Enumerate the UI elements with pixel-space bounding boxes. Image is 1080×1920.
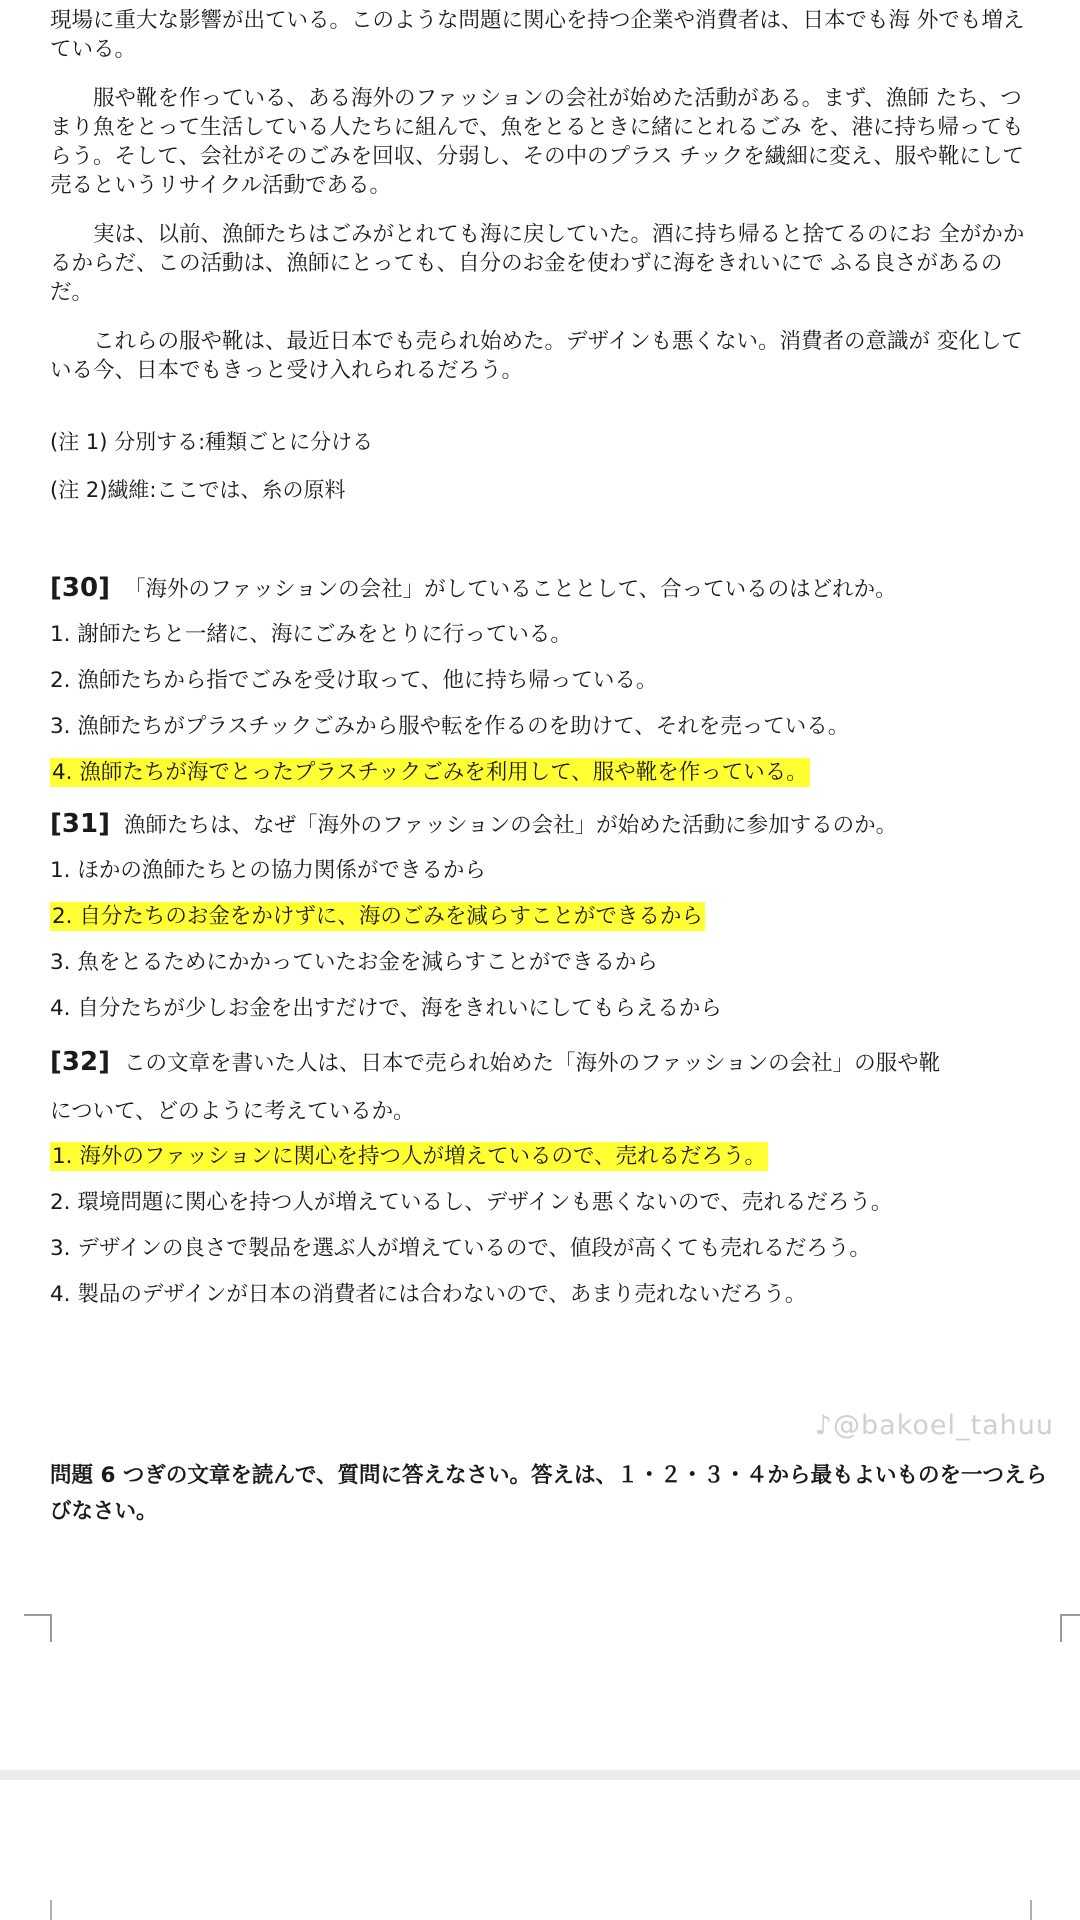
option-text: 4. 製品のデザインが日本の消費者には合わないので、あまり売れないだろう。 <box>50 1282 807 1307</box>
passage-paragraph: これらの服や靴は、最近日本でも売られ始めた。デザインも悪くない。消費者の意識が 変化している今、日本でもきっと受け入れられるだろう。 <box>50 329 1023 383</box>
question-title <box>50 566 1050 612</box>
question-number: [31] <box>50 809 110 839</box>
page-corner-mark-right <box>1060 1614 1080 1642</box>
footnote: (注 1) 分別する:種類ごとに分ける <box>50 430 374 454</box>
next-page <box>0 1780 1080 1920</box>
passage-paragraph: 実は、以前、漁師たちはごみがとれても海に戻していた。酒に持ち帰ると捨てるのにお 全がかかるからだ、この活動は、漁師にとっても、自分のお金を使わずに海をきれいにで ふる良さがあるのだ。 <box>50 222 1025 305</box>
option-text: 4. 自分たちが少しお金を出すだけで、海をきれいにしてもらえるから <box>50 996 722 1021</box>
question-title <box>50 802 1050 848</box>
question-title <box>50 1040 1050 1086</box>
answer-option <box>50 1226 1050 1272</box>
option-text-highlighted: 1. 海外のファッションに関心を持つ人が増えているので、売れるだろう。 <box>52 1144 767 1169</box>
question-31 <box>50 802 1050 1032</box>
passage-paragraph: 服や靴を作っている、ある海外のファッションの会社が始めた活動がある。まず、漁師 たち、つまり魚をとって生活している人たちに組んで、魚をとるときに緒にとれるごみ を、港に持ち帰ってもらう。そして、会社がそのごみを回収、分弱し、その中のプラス チックを繊細に変え、服や靴にして売るというリサイクル活動である。 <box>50 86 1024 198</box>
answer-option-highlighted <box>50 1134 1050 1180</box>
page-corner-mark-bottom-right <box>1030 1900 1032 1920</box>
page-corner-mark-bottom-left <box>50 1900 52 1920</box>
section-instruction: 問題 6 つぎの文章を読んで、質問に答えなさい。答えは、１・２・３・４から最もよいものを一つえらびなさい。 <box>50 1463 1048 1524</box>
question-32 <box>50 1040 1050 1318</box>
question-30 <box>50 566 1050 796</box>
question-text: この文章を書いた人は、日本で売られ始めた「海外のファッションの会社」の服や靴 <box>123 1051 941 1076</box>
answer-option <box>50 848 1050 894</box>
footnotes <box>50 422 373 518</box>
reading-passage <box>50 6 1035 405</box>
footnote: (注 2)繊維:ここでは、糸の原料 <box>50 478 346 502</box>
answer-option-highlighted <box>50 750 1050 796</box>
question-number: [30] <box>50 573 110 603</box>
answer-option <box>50 986 1050 1032</box>
question-text: 「海外のファッションの会社」がしていることとして、合っているのはどれか。 <box>123 577 897 602</box>
question-text-continued: について、どのように考えているか。 <box>50 1099 415 1124</box>
answer-option <box>50 704 1050 750</box>
answer-option <box>50 940 1050 986</box>
answer-option-highlighted <box>50 894 1050 940</box>
page-corner-mark-left <box>24 1614 52 1642</box>
question-number: [32] <box>50 1047 110 1077</box>
option-text: 3. 漁師たちがプラスチックごみから服や転を作るのを助けて、それを売っている。 <box>50 714 850 739</box>
option-text-highlighted: 2. 自分たちのお金をかけずに、海のごみを減らすことができるから <box>52 904 703 929</box>
page-separator <box>0 1770 1080 1780</box>
option-text: 2. 環境問題に関心を持つ人が増えているし、デザインも悪くないので、売れるだろう。 <box>50 1190 893 1215</box>
answer-option <box>50 1180 1050 1226</box>
option-text: 2. 漁師たちから指でごみを受け取って、他に持ち帰っている。 <box>50 668 658 693</box>
question-text: 漁師たちは、なぜ「海外のファッションの会社」が始めた活動に参加するのか。 <box>123 813 898 838</box>
option-text: 3. デザインの良さで製品を選ぶ人が増えているので、値段が高くても売れるだろう。 <box>50 1236 871 1261</box>
option-text-highlighted: 4. 漁師たちが海でとったプラスチックごみを利用して、服や靴を作っている。 <box>52 760 808 785</box>
answer-option <box>50 1272 1050 1318</box>
watermark: ♪@bakoel_tahuu <box>814 1410 1054 1441</box>
option-text: 3. 魚をとるためにかかっていたお金を減らすことができるから <box>50 950 658 975</box>
option-text: 1. ほかの漁師たちとの協力関係ができるから <box>50 858 486 883</box>
option-text: 1. 謝師たちと一緒に、海にごみをとりに行っている。 <box>50 622 572 647</box>
answer-option <box>50 658 1050 704</box>
passage-paragraph: 現場に重大な影響が出ている。このような問題に関心を持つ企業や消費者は、日本でも海 外でも増えている。 <box>50 8 1025 62</box>
answer-option <box>50 612 1050 658</box>
